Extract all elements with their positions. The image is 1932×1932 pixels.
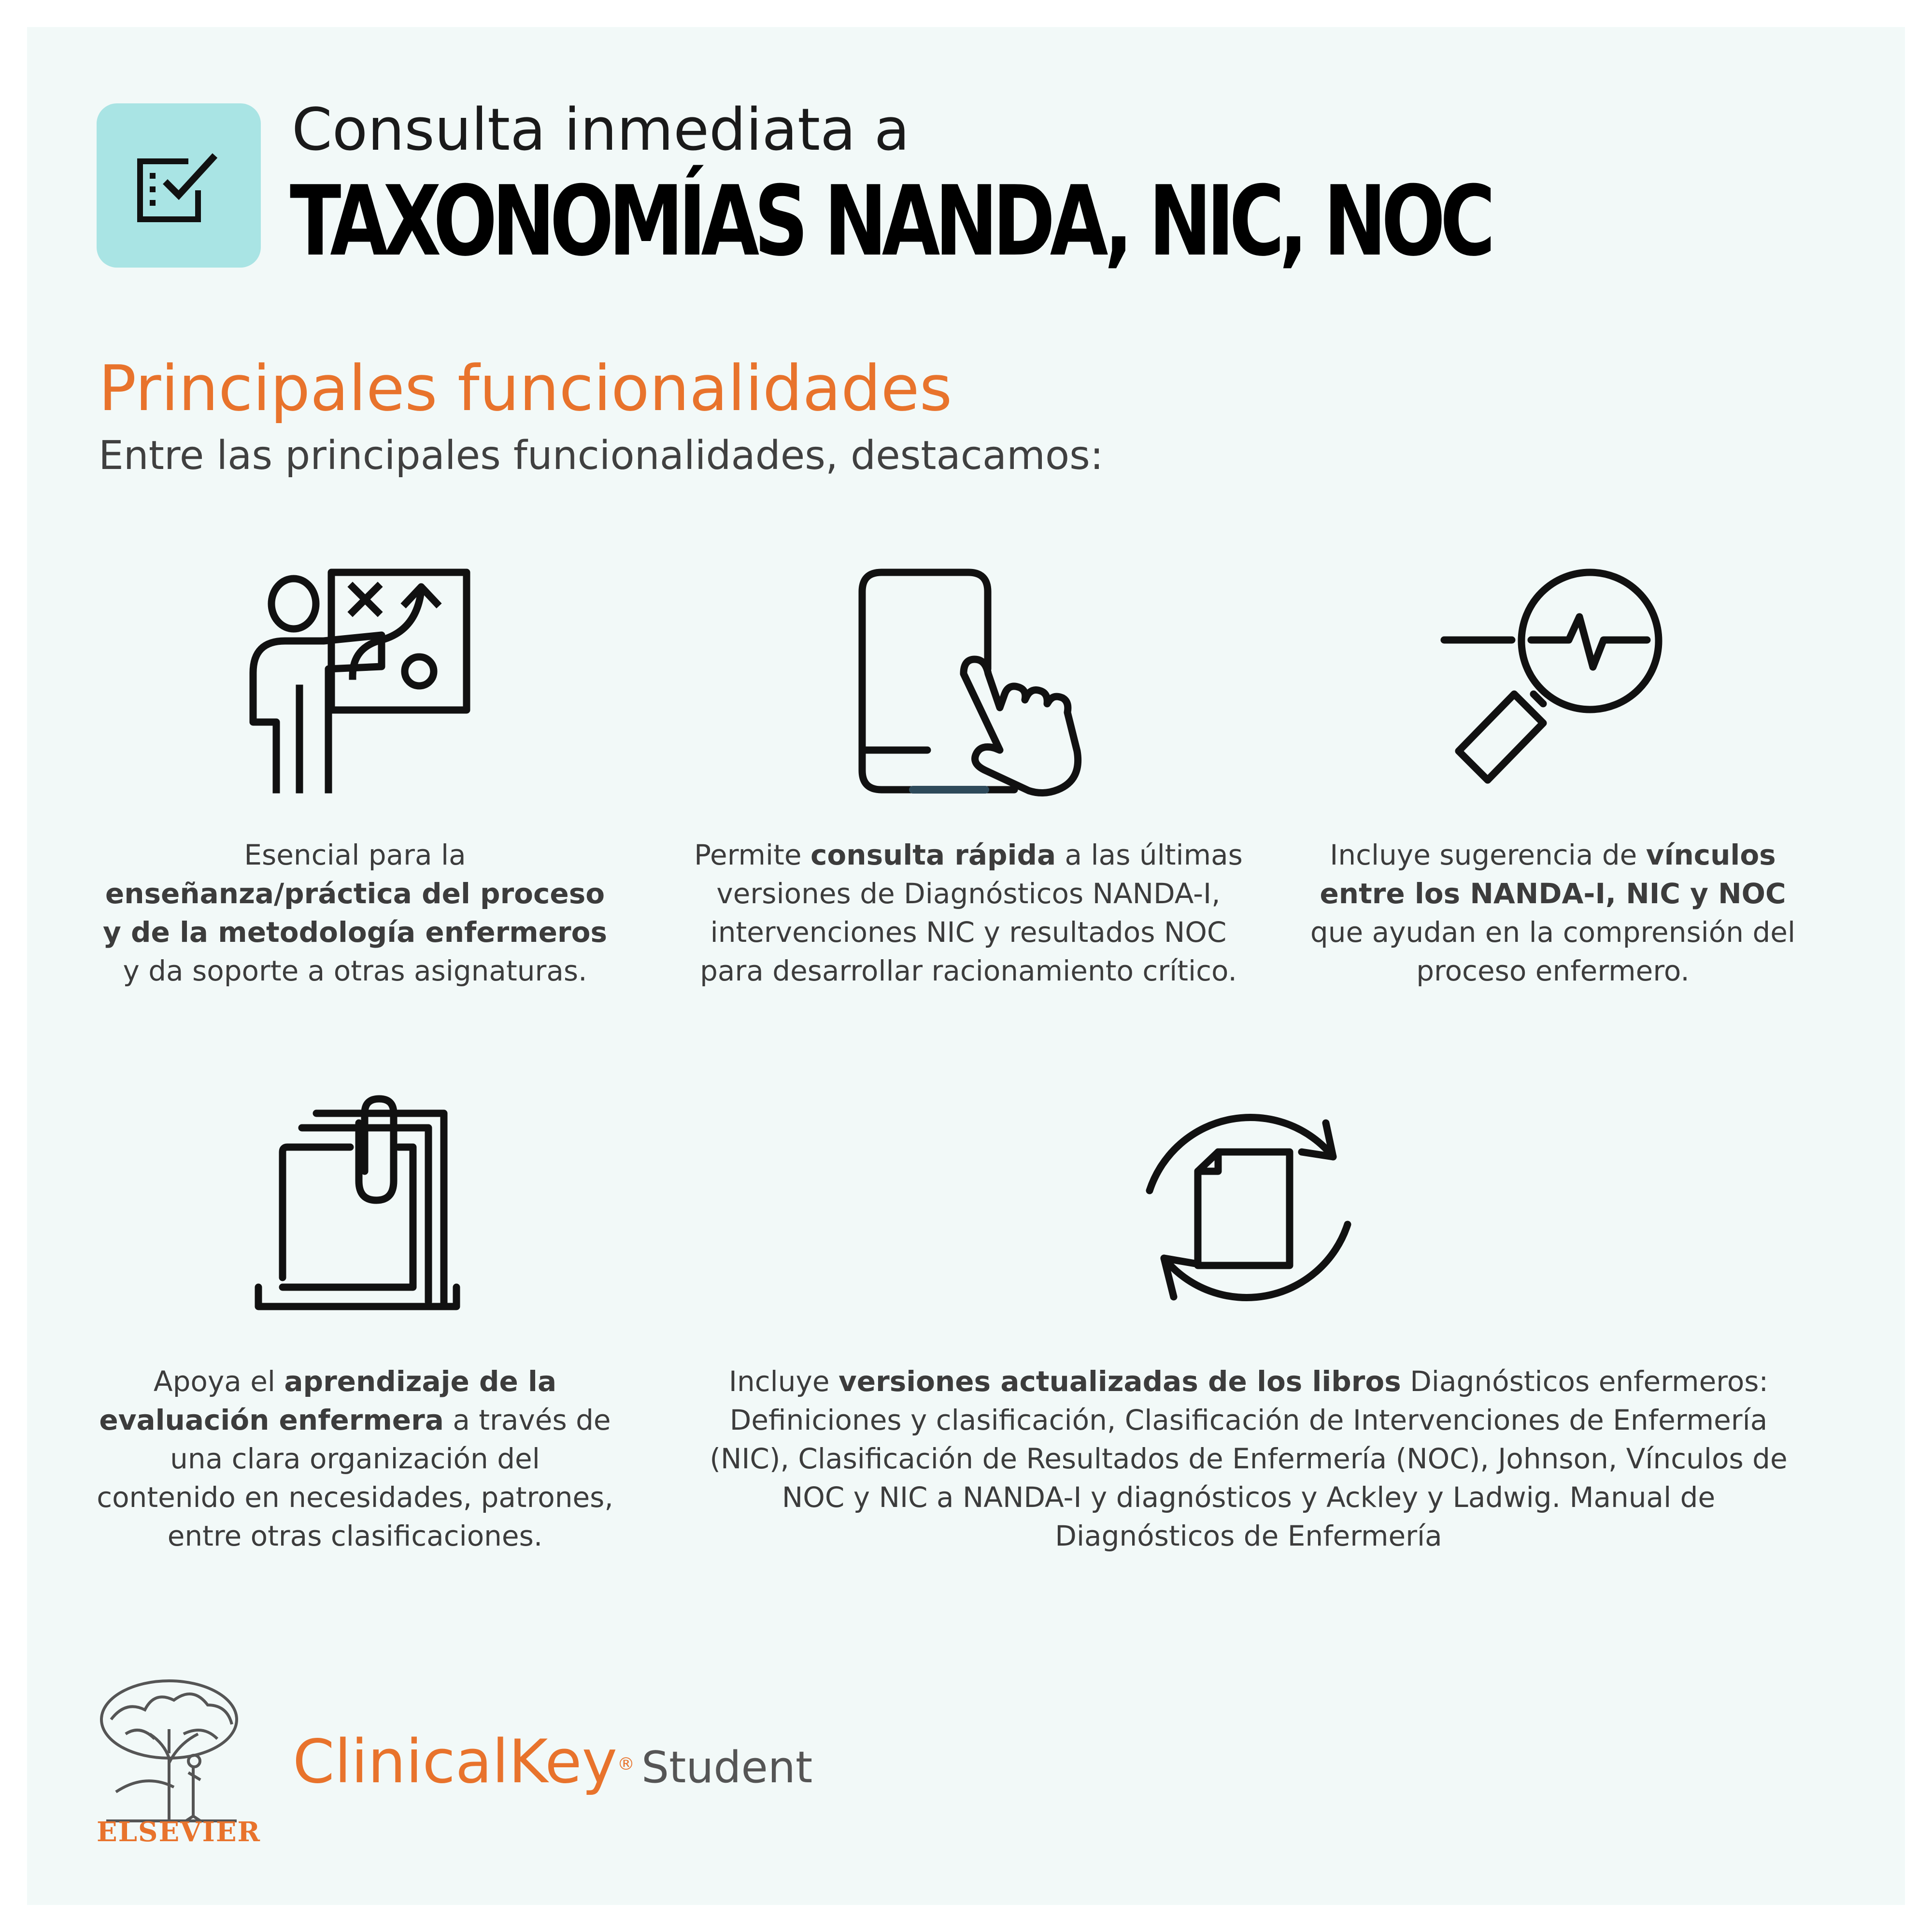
- feature-text-4: [97, 1362, 613, 1555]
- feature-text-2: [691, 836, 1246, 990]
- feature-3-part-1: Incluye sugerencia de: [1330, 838, 1646, 871]
- feature-3-part-3: que ayudan en la comprensión del proceso enfermero.: [1310, 916, 1796, 987]
- checklist-icon: [135, 142, 222, 229]
- feature-5-part-1: Incluye: [728, 1365, 838, 1398]
- feature-2-part-1: Permite: [694, 838, 811, 871]
- magnifier-pulse-icon: [1439, 568, 1666, 790]
- header-title-line1: Consulta inmediata a: [292, 97, 910, 164]
- elsevier-wordmark: ELSEVIER: [97, 1816, 261, 1848]
- feature-text-3: [1304, 836, 1802, 990]
- header-title-line2: TAXONOMÍAS NANDA, NIC, NOC: [290, 165, 1491, 278]
- feature-4-part-2: aprendizaje de la evaluación enfermera: [99, 1365, 557, 1436]
- feature-1-part-1: Esencial para la: [244, 838, 466, 871]
- feature-5-part-3: Diagnósticos enfermeros: Definiciones y clasificación, Clasificación de Intervenciones de Enfermería (NIC), Clasificación de Resultados de Enfermería (NOC), Johnson, Vínculos de NOC y NIC a NANDA-I y diagnósticos y Ackley y Ladwig. Manual de Diagnósticos de Enfermería: [710, 1365, 1788, 1552]
- section-title: Principales funcionalidades: [99, 352, 952, 425]
- section-subtitle: Entre las principales funcionalidades, destacamos:: [99, 433, 1104, 479]
- document-refresh-icon: [1135, 1094, 1362, 1321]
- registered-mark: ®: [617, 1754, 635, 1774]
- feature-2-part-3: a las últimas versiones de Diagnósticos NANDA-I, intervenciones NIC y resultados NOC para desarrollar racionamiento crítico.: [700, 838, 1243, 987]
- folder-clip-icon: [254, 1094, 481, 1321]
- clinicalkey-wordmark: ClinicalKey: [293, 1727, 617, 1797]
- teacher-board-icon: [237, 568, 478, 795]
- elsevier-tree-logo-icon: [97, 1676, 246, 1826]
- feature-5-part-2: versiones actualizadas de los libros: [838, 1365, 1401, 1398]
- feature-1-part-2: enseñanza/práctica del proceso y de la metodología enfermeros: [103, 877, 607, 949]
- feature-3-part-2: vínculos entre los NANDA-I, NIC y NOC: [1320, 838, 1786, 910]
- student-wordmark: Student: [641, 1742, 813, 1793]
- feature-4-part-3: a través de una clara organización del contenido en necesidades, patrones, entre otras clasificaciones.: [97, 1404, 613, 1552]
- feature-text-5: [705, 1362, 1792, 1555]
- clinicalkey-student-brand: [293, 1727, 812, 1797]
- feature-2-part-2: consulta rápida: [810, 838, 1056, 871]
- feature-4-part-1: Apoya el: [153, 1365, 284, 1398]
- feature-text-1: [97, 836, 613, 990]
- feature-1-part-3: y da soporte a otras asignaturas.: [123, 954, 587, 987]
- tablet-touch-icon: [855, 568, 1087, 795]
- header-icon-box: [97, 103, 261, 268]
